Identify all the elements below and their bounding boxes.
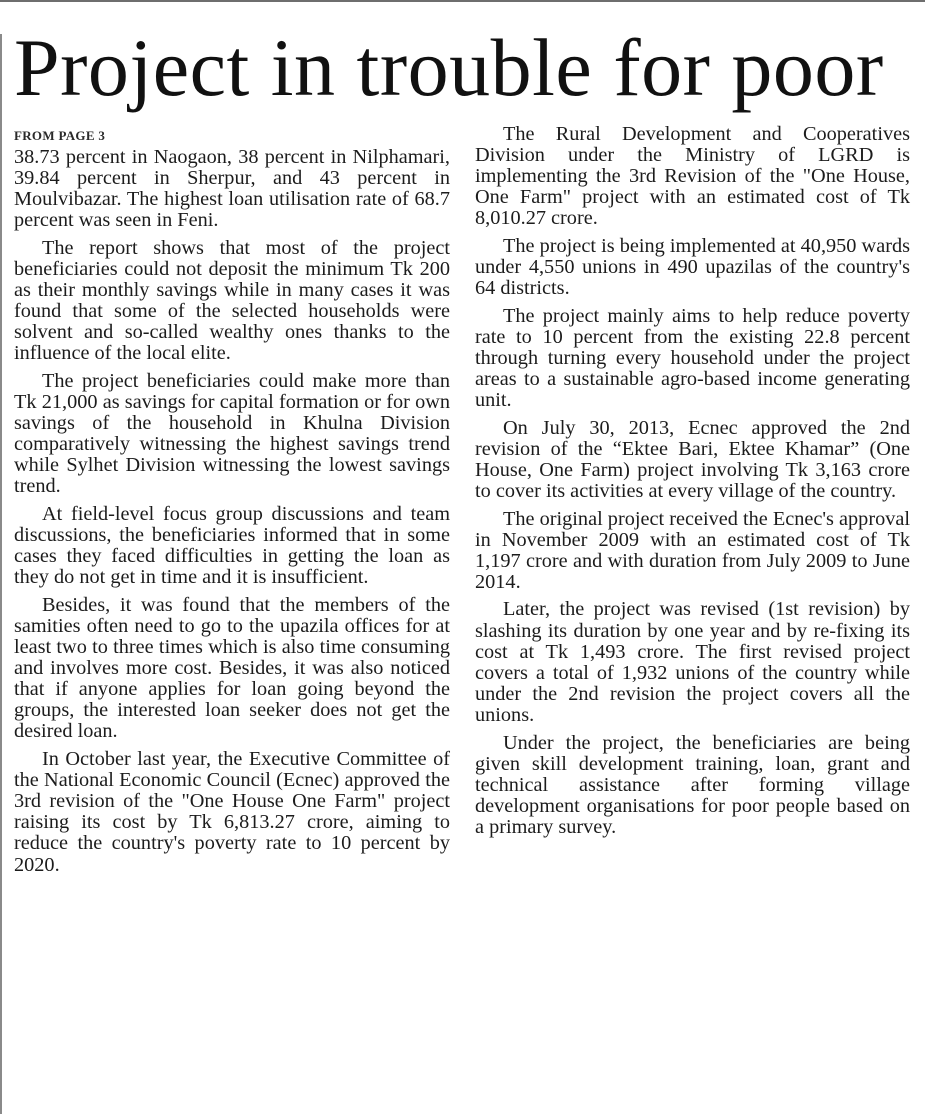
paragraph: The project is being implemented at 40,950 wards under 4,550 unions in 490 upazilas of the country's 64 districts.	[475, 234, 910, 300]
article-column-left	[14, 124, 450, 882]
paragraph: The project mainly aims to help reduce poverty rate to 10 percent from the existing 22.8 percent through turning every household under the project areas to a sustainable agro-based income generating unit.	[475, 304, 910, 412]
paragraph: In October last year, the Executive Committee of the National Economic Council (Ecnec) approved the 3rd revision of the "One House One Farm" project raising its cost by Tk 6,813.27 crore, aiming to reduce the country's poverty rate to 10 percent by 2020.	[14, 748, 450, 876]
paragraph: At field-level focus group discussions and team discussions, the beneficiaries informed that in some cases they faced difficulties in getting the loan as they do not get in time and it is insufficient.	[14, 503, 450, 589]
paragraph: The report shows that most of the project beneficiaries could not deposit the minimum Tk 200 as their monthly savings while in many cases it was found that some of the selected households were solvent and so-called wealthy ones thanks to the influence of the local elite.	[14, 236, 450, 365]
article-column-right	[475, 124, 910, 845]
paragraph: Later, the project was revised (1st revision) by slashing its duration by one year and by re-fixing its cost at Tk 1,493 crore. The first revised project covers a total of 1,932 unions of the country while under the 2nd revision the project covers all the unions.	[475, 598, 910, 726]
top-border-rule	[0, 0, 925, 2]
left-border-rule	[0, 34, 2, 1114]
paragraph: The Rural Development and Cooperatives Division under the Ministry of LGRD is implementing the 3rd Revision of the "One House, One Farm" project with an estimated cost of Tk 8,010.27 crore.	[475, 123, 910, 230]
paragraph: On July 30, 2013, Ecnec approved the 2nd revision of the “Ektee Bari, Ektee Khamar” (One House, One Farm) project involving Tk 3,163 crore to cover its activities at every village of the country.	[475, 416, 910, 502]
headline: Project in trouble for poor	[14, 22, 884, 113]
paragraph: 38.73 percent in Naogaon, 38 percent in Nilphamari, 39.84 percent in Sherpur, and 43 percent in Moulvibazar. The highest loan utilisation rate of 68.7 percent was seen in Feni.	[14, 146, 450, 232]
paragraph: The project beneficiaries could make more than Tk 21,000 as savings for capital formation or for own savings of the household in Khulna Division comparatively witnessing the highest savings trend while Sylhet Division witnessing the lowest savings trend.	[14, 369, 450, 498]
paragraph: Besides, it was found that the members of the samities often need to go to the upazila offices for at least two to three times which is also time consuming and involves more cost. Besides, it was also noticed that if anyone applies for loan going beyond the groups, the interested loan seeker does not get the desired loan.	[14, 593, 450, 743]
paragraph: Under the project, the beneficiaries are being given skill development training, loan, grant and technical assistance after forming village development organisations for poor people based on a primary survey.	[475, 731, 910, 838]
continuation-kicker: FROM PAGE 3	[14, 128, 106, 143]
paragraph: The original project received the Ecnec's approval in November 2009 with an estimated cost of Tk 1,197 crore and with duration from July 2009 to June 2014.	[475, 507, 910, 593]
